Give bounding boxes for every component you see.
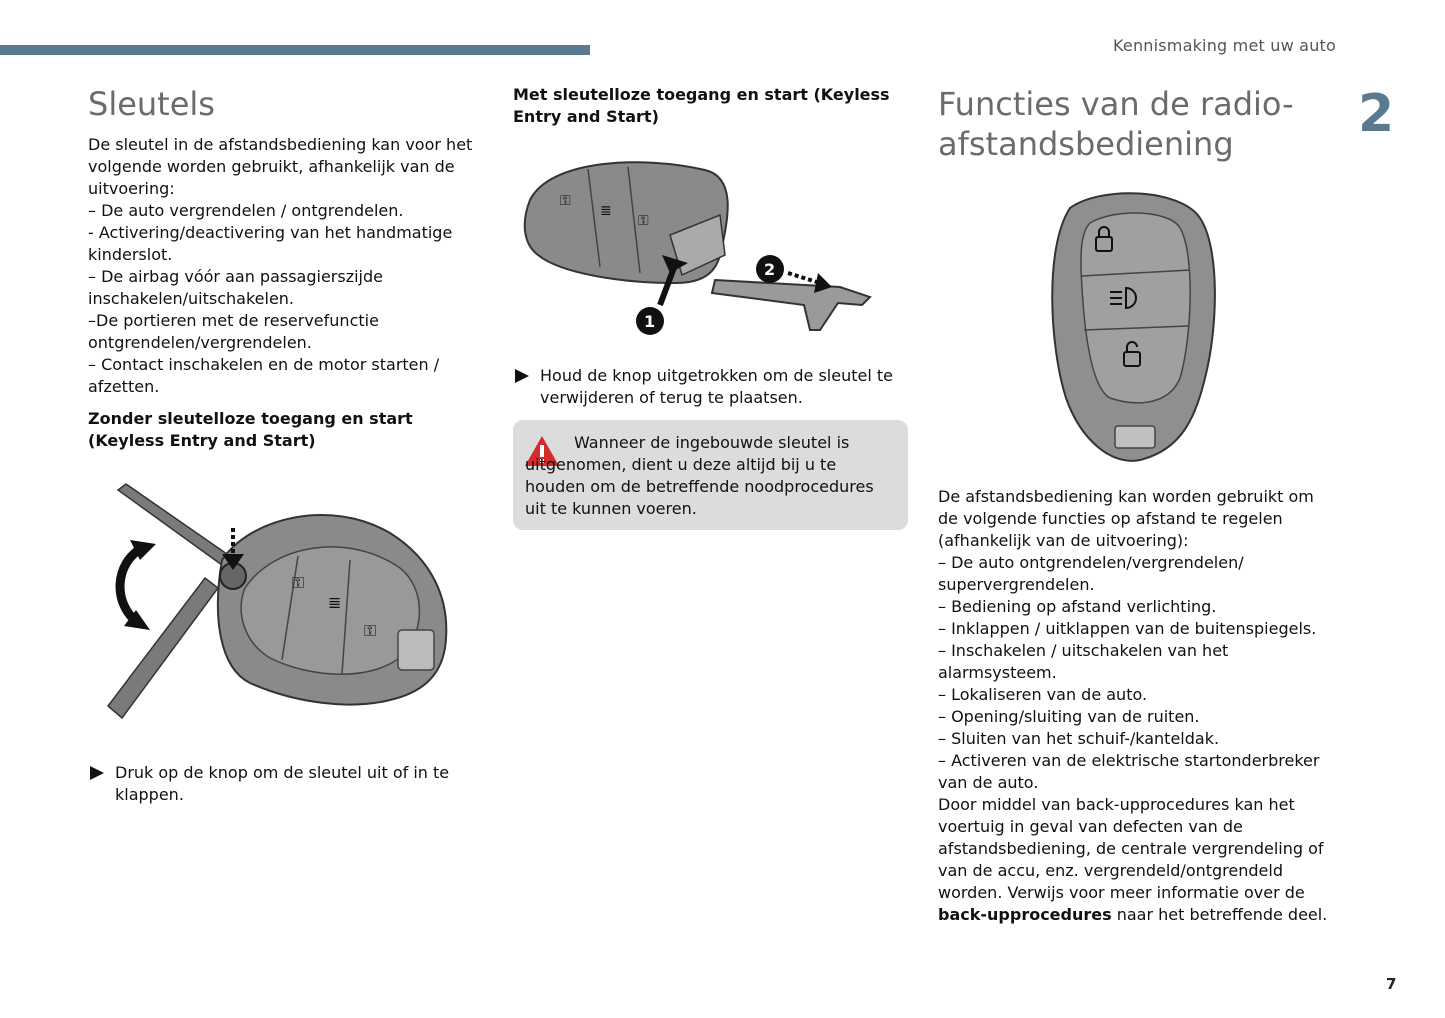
backup-paragraph [938,794,1338,926]
svg-text:⚿: ⚿ [560,193,571,209]
keys-intro-line: – De auto vergrendelen / ontgrendelen. [88,201,404,220]
remote-line: – De auto ontgrendelen/vergrendelen/ supervergrendelen. [938,553,1244,594]
remote-line: – Opening/sluiting van de ruiten. [938,707,1200,726]
bullet-triangle-icon [90,766,104,780]
callout-1: 1 [644,312,656,331]
step-text: Druk op de knop om de sleutel uit of in te klappen. [115,763,450,804]
remote-line: – Sluiten van het schuif-/kanteldak. [938,729,1220,748]
remote-line: – Lokaliseren van de auto. [938,685,1148,704]
remote-line: – Inschakelen / uitschakelen van het alarmsysteem. [938,641,1229,682]
step-item [88,762,488,806]
column-keys [88,84,488,452]
remote-line: – Activeren van de elektrische startonderbreker van de auto. [938,751,1320,792]
backup-text: Door middel van back-upprocedures kan het voertuig in geval van defecten van de afstandsbediening, de centrale vergrendeling of van de accu, enz. vergrendeld/ontgrendeld worden. Verwijs voor meer informatie over de [938,795,1324,902]
svg-text:≣: ≣ [328,593,342,612]
backup-bold: back-upprocedures [938,905,1112,924]
section-title: Kennismaking met uw auto [1113,36,1336,55]
steps-keyless [513,365,911,409]
keyless-key-illustration [520,155,890,345]
backup-tail: naar het betreffende deel. [1116,905,1328,924]
bullet-triangle-icon [515,369,529,383]
steps-flip-key [88,762,488,806]
step-text: Houd de knop uitgetrokken om de sleutel te verwijderen of terug te plaatsen. [540,366,893,407]
warning-box [513,420,908,530]
flip-key-illustration [100,478,460,728]
svg-text:⚿: ⚿ [638,213,649,229]
column-keyless [513,84,911,128]
title-keys: Sleutels [88,85,215,123]
warning-text: Wanneer de ingebouwde sleutel is uitgenomen, dient u deze altijd bij u te houden om de betreffende noodprocedures uit te kunnen voeren. [525,433,874,518]
svg-text:≣: ≣ [600,203,612,219]
title-remote-functions: Functies van de radio-afstandsbediening [938,85,1294,163]
remote-functions-body [938,486,1338,926]
keys-intro-line: – Contact inschakelen en de motor starten / afzetten. [88,355,440,396]
remote-fob-illustration [1030,188,1230,468]
keys-intro-line: - Activering/deactivering van het handmatige kinderslot. [88,223,453,264]
keys-intro-line: De sleutel in de afstandsbediening kan voor het volgende worden gebruikt, afhankelijk van de uitvoering: [88,135,473,198]
page-number: 7 [1386,975,1397,993]
callout-2: 2 [764,260,776,279]
keys-intro-line: – De airbag vóór aan passagierszijde inschakelen/uitschakelen. [88,267,383,308]
remote-line: – Bediening op afstand verlichting. [938,597,1217,616]
keys-intro-line: –De portieren met de reservefunctie ontgrendelen/vergrendelen. [88,311,379,352]
remote-line: De afstandsbediening kan worden gebruikt om de volgende functies op afstand te regelen (afhankelijk van de uitvoering): [938,487,1314,550]
header-accent-bar [0,45,590,55]
step-item [513,365,911,409]
chapter-number: 2 [1358,84,1395,144]
subheading-without-keyless: Zonder sleutelloze toegang en start (Keyless Entry and Start) [88,409,413,450]
svg-text:⚿: ⚿ [292,573,305,592]
keys-intro [88,134,488,398]
remote-line: – Inklappen / uitklappen van de buitenspiegels. [938,619,1317,638]
column-remote-functions [938,84,1338,164]
subheading-with-keyless: Met sleutelloze toegang en start (Keyless Entry and Start) [513,85,890,126]
svg-text:⚿: ⚿ [364,621,377,640]
